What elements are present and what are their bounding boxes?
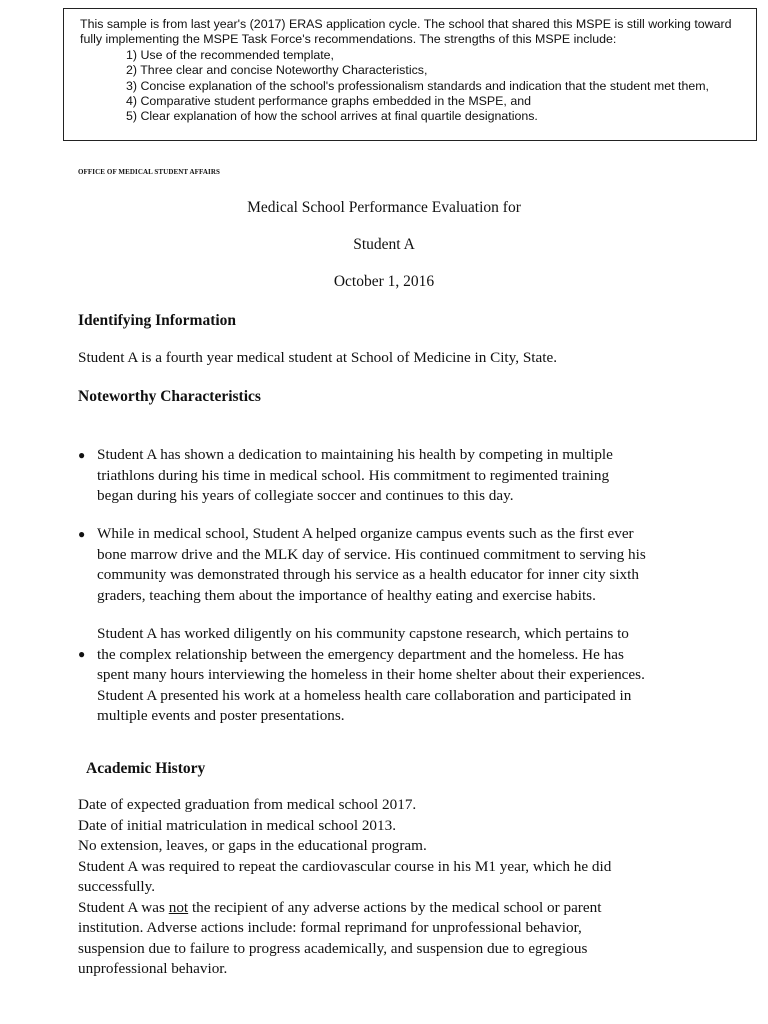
text-line: institution. Adverse actions include: formal reprimand for unprofessional behavior, <box>78 919 582 936</box>
text-line: successfully. <box>78 878 156 895</box>
noteworthy-text <box>97 524 717 606</box>
noteworthy-text <box>97 624 717 727</box>
noteworthy-item-2 <box>78 524 718 606</box>
academic-heading: Academic History <box>86 760 206 777</box>
notice-intro: This sample is from last year's (2017) ERAS application cycle. The school that shared this MSPE is still working toward fully implementing the MSPE Task Force's recommendations. The strengths of this MSPE include: <box>80 17 732 47</box>
text-line: multiple events and poster presentations. <box>97 707 345 724</box>
text-line: spent many hours interviewing the homeless in their home shelter about their experiences. <box>97 666 645 683</box>
academic-history-text <box>78 795 698 980</box>
text-line: triathlons during his time in medical school. His commitment to regimented training <box>97 466 610 484</box>
text-line: bone marrow drive and the MLK day of service. His continued commitment to serving his <box>97 545 646 563</box>
noteworthy-text <box>97 445 717 507</box>
text-line: the complex relationship between the emergency department and the homeless. He has <box>97 645 624 663</box>
notice-item: 5) Clear explanation of how the school arrives at final quartile designations. <box>126 109 538 124</box>
notice-item: 2) Three clear and concise Noteworthy Characteristics, <box>126 63 428 78</box>
notice-item: 1) Use of the recommended template, <box>126 47 334 62</box>
identifying-text: Student A is a fourth year medical student at School of Medicine in City, State. <box>78 349 558 366</box>
text-line: While in medical school, Student A helped organize campus events such as the first ever <box>97 525 634 542</box>
text-line: Date of expected graduation from medical school 2017. <box>78 796 417 813</box>
text-line: suspension due to failure to progress academically, and suspension due to egregious <box>78 939 588 957</box>
text-line: No extension, leaves, or gaps in the educational program. <box>78 837 427 854</box>
notice-item: 3) Concise explanation of the school's professionalism standards and indication that the student met them, <box>126 78 709 93</box>
text-line: graders, teaching them about the importance of healthy eating and exercise habits. <box>97 586 596 604</box>
text-line: Date of initial matriculation in medical school 2013. <box>78 816 397 834</box>
text-line: community was demonstrated through his service as a health educator for inner city sixth <box>97 566 639 583</box>
student-name: Student A <box>353 236 415 253</box>
noteworthy-item-1 <box>78 445 718 507</box>
document-title: Medical School Performance Evaluation for <box>247 199 521 216</box>
adverse-actions-line <box>78 898 698 919</box>
bullet-icon: ● <box>78 527 86 541</box>
notice-strengths-list <box>80 48 748 125</box>
document-date: October 1, 2016 <box>333 273 435 290</box>
office-label: OFFICE OF MEDICAL STUDENT AFFAIRS <box>78 168 221 176</box>
text-line: Student A has worked diligently on his community capstone research, which pertains to <box>97 625 629 642</box>
noteworthy-item-3 <box>78 624 718 726</box>
text-line: unprofessional behavior. <box>78 960 228 977</box>
bullet-icon: ● <box>78 448 86 462</box>
notice-item: 4) Comparative student performance graphs embedded in the MSPE, and <box>126 94 531 109</box>
noteworthy-heading: Noteworthy Characteristics <box>78 388 261 405</box>
text-line: Student A has shown a dedication to maintaining his health by competing in multiple <box>97 446 613 463</box>
emphasis-not: not <box>168 898 189 916</box>
text-line: began during his years of collegiate soccer and continues to this day. <box>97 487 514 504</box>
text-span: the recipient of any adverse actions by the medical school or parent <box>188 898 602 916</box>
text-span: Student A was <box>78 898 169 916</box>
text-line: Student A was required to repeat the cardiovascular course in his M1 year, which he did <box>78 857 612 875</box>
sample-notice-box <box>63 8 757 141</box>
bullet-icon: ● <box>78 647 86 661</box>
text-line: Student A presented his work at a homeless health care collaboration and participated in <box>97 686 632 704</box>
identifying-heading: Identifying Information <box>78 312 237 329</box>
